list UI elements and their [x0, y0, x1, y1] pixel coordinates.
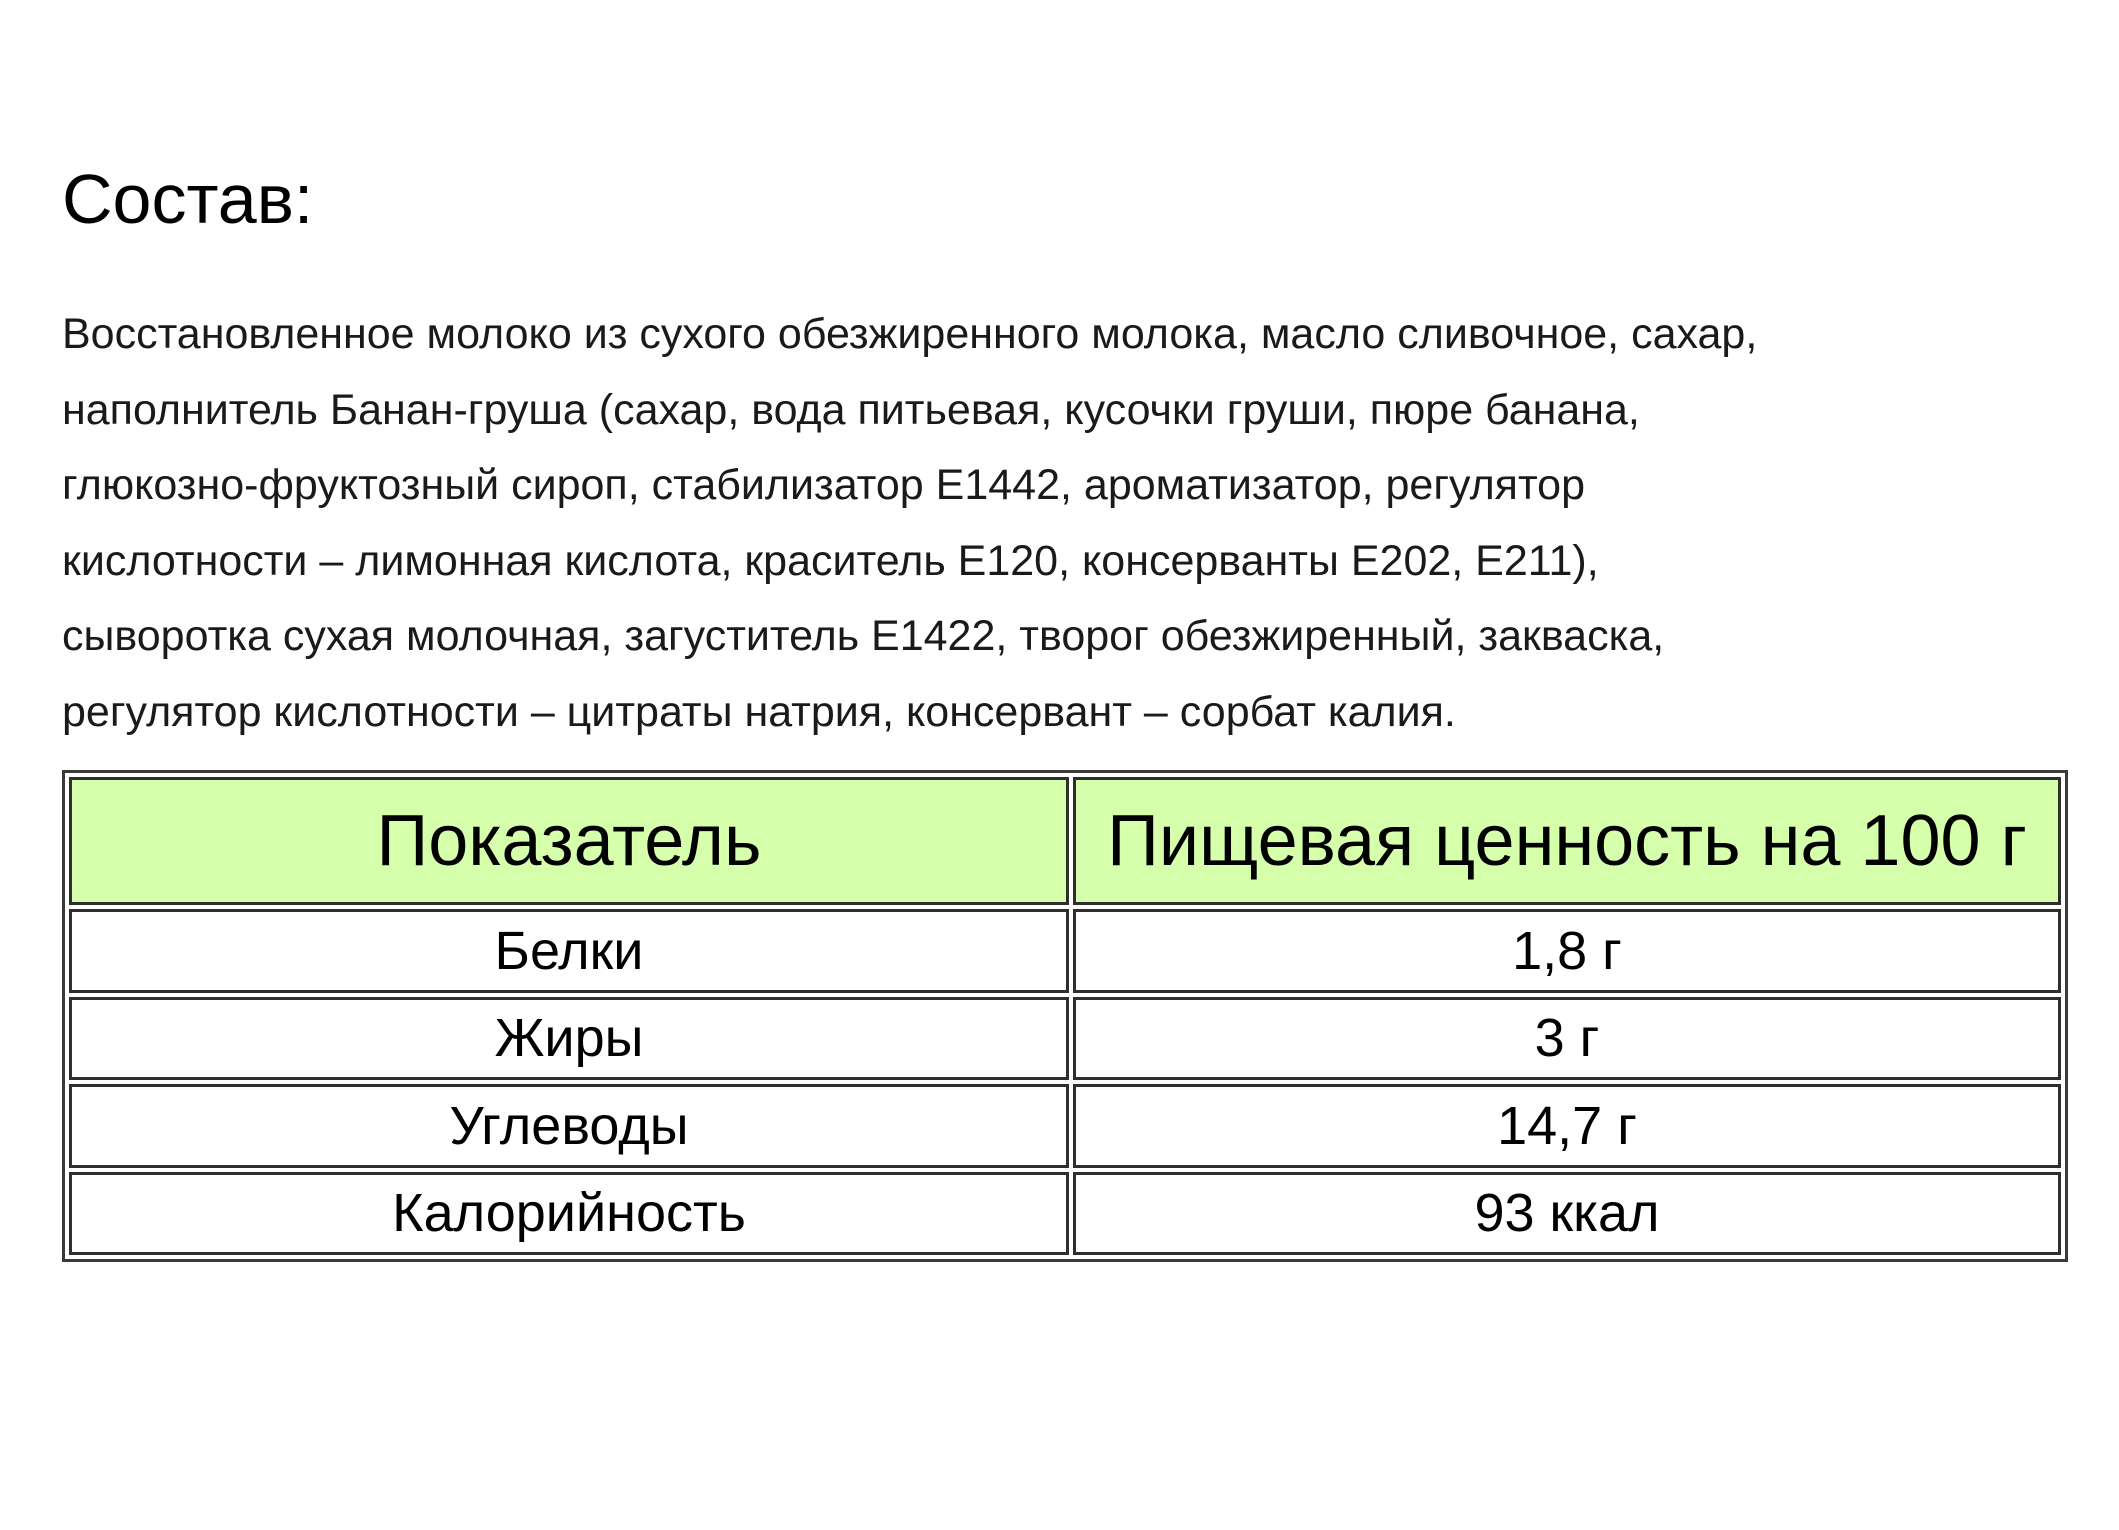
row-value-calories: 93 ккал [1073, 1172, 2061, 1256]
table-row [69, 1084, 2061, 1168]
ingredients-line: регулятор кислотности – цитраты натрия, консервант – сорбат калия. [62, 687, 1456, 736]
row-value-protein: 1,8 г [1073, 909, 2061, 993]
row-value-fat: 3 г [1073, 997, 2061, 1081]
row-label-carbohydrates: Углеводы [69, 1084, 1069, 1168]
ingredients-line: кислотности – лимонная кислота, краситель Е120, консерванты Е202, Е211), [62, 536, 1599, 585]
ingredients-line: Восстановленное молоко из сухого обезжиренного молока, масло сливочное, сахар, [62, 310, 1758, 358]
ingredients-line: глюкозно-фруктозный сироп, стабилизатор Е1442, ароматизатор, регулятор [62, 461, 1585, 509]
table-header-row [69, 777, 2061, 905]
row-label-protein: Белки [69, 909, 1069, 993]
row-label-calories: Калорийность [69, 1172, 1069, 1256]
ingredients-line: наполнитель Банан-груша (сахар, вода питьевая, кусочки груши, пюре банана, [62, 385, 1640, 434]
ingredients-text [62, 297, 2062, 750]
ingredients-line: сыворотка сухая молочная, загуститель Е1422, творог обезжиренный, закваска, [62, 612, 1665, 660]
row-value-carbohydrates: 14,7 г [1073, 1084, 2061, 1168]
composition-heading: Состав: [62, 160, 314, 238]
table-row [69, 909, 2061, 993]
header-indicator: Показатель [69, 777, 1069, 905]
table-row [69, 997, 2061, 1081]
nutrition-table-grid [65, 773, 2065, 1259]
header-nutritional-value: Пищевая ценность на 100 г [1073, 777, 2061, 905]
table-row [69, 1172, 2061, 1256]
row-label-fat: Жиры [69, 997, 1069, 1081]
nutrition-table [62, 770, 2068, 1262]
